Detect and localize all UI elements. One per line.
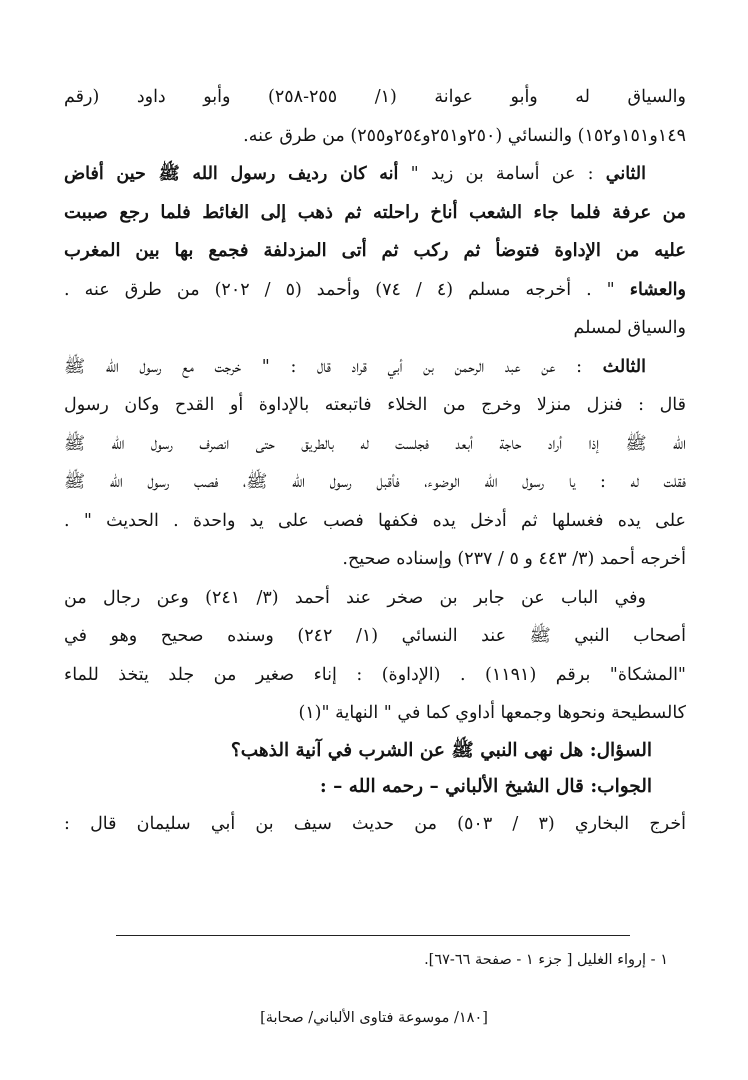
chapter-line-2: أصحاب النبي ﷺ عند النسائي (١/ ٢٤٢) وسنده صحيح وهو في — [64, 626, 686, 646]
chapter-line-4: كالسطيحة ونحوها وجمعها أداوي كما في " النهاية "(١) — [298, 703, 686, 723]
third-line-3: الله ﷺ إذا أراد حاجة أبعد فجلست له بالطريق حتى انصرف رسول الله ﷺ — [64, 433, 686, 454]
third-line-4: فقلت له : يا رسول الله الوضوء، فأقبل رسول الله ﷺ، فصب رسول الله ﷺ — [64, 472, 686, 492]
second-after: " . أخرجه مسلم (٤ / ٧٤) وأحمد (٥ / ٢٠٢) من طرق عنه . — [64, 279, 630, 300]
body-line-1: والسياق له وأبو عوانة (١/ ٢٥٥-٢٥٨) وأبو داود (رقم — [64, 87, 686, 107]
third-line-5: على يده فغسلها ثم أدخل يده فكفها فصب على يد واحدة . الحديث " . — [64, 510, 686, 531]
question-label: السؤال: — [589, 739, 652, 761]
second-line-1 — [64, 155, 686, 194]
answer-line — [64, 769, 686, 805]
chapter-line-1: وفي الباب عن جابر بن صخر عند أحمد (٣/ ٢٤١) وعن رجال من — [64, 587, 646, 608]
question-line — [64, 733, 686, 769]
third-line-6: أخرجه أحمد (٣/ ٤٤٣ و ٥ / ٢٣٧) وإسناده صحيح. — [342, 549, 686, 569]
second-hadith-2: من عرفة فلما جاء الشعب أناخ راحلته ثم ذهب إلى الغائط فلما رجع صببت — [64, 201, 686, 223]
footnote-divider — [116, 935, 630, 936]
answer-text: قال الشيخ الألباني – رحمه الله – : — [319, 775, 591, 797]
second-line-4 — [64, 271, 686, 310]
second-hadith-1: أنه كان رديف رسول الله ﷺ حين أفاض — [64, 164, 399, 184]
question-text: هل نهى النبي ﷺ عن الشرب في آنية الذهب؟ — [230, 739, 590, 761]
third-label: الثالث — [602, 356, 646, 377]
third-line-2: قال : فنزل منزلا وخرج من الخلاء فاتبعته بالإداوة أو القدح وكان رسول — [64, 395, 686, 415]
page-body — [64, 78, 686, 843]
page-footer: [١٨٠/ موسوعة فتاوى الألباني/ صحابة] — [260, 1010, 488, 1026]
second-label: الثاني — [605, 164, 646, 184]
answer-label: الجواب: — [590, 775, 652, 797]
second-intro: : عن أسامة بن زيد " — [398, 164, 606, 184]
second-closing: والسياق لمسلم — [573, 318, 686, 338]
second-hadith-end: والعشاء — [629, 279, 686, 300]
third-line-1 — [64, 348, 686, 387]
third-first: : عن عبد الرحمن بن أبي قراد قال : " خرجت مع رسول الله ﷺ — [64, 356, 603, 377]
footnote: ١ - إرواء الغليل [ جزء ١ - صفحة ٦٦-٦٧]. — [424, 952, 668, 968]
last-body-line: أخرج البخاري (٣ / ٥٠٣) من حديث سيف بن أبي سليمان قال : — [64, 813, 686, 834]
second-hadith-3: عليه من الإداوة فتوضأ ثم ركب ثم أتى المزدلفة فجمع بها بين المغرب — [64, 240, 686, 261]
chapter-line-3: "المشكاة" برقم (١١٩١) . (الإداوة) : إناء صغير من جلد يتخذ للماء — [64, 664, 686, 685]
body-line-2: ١٤٩و١٥١و١٥٢) والنسائي (٢٥٠و٢٥١و٢٥٤و٢٥٥) من طرق عنه. — [243, 125, 686, 146]
